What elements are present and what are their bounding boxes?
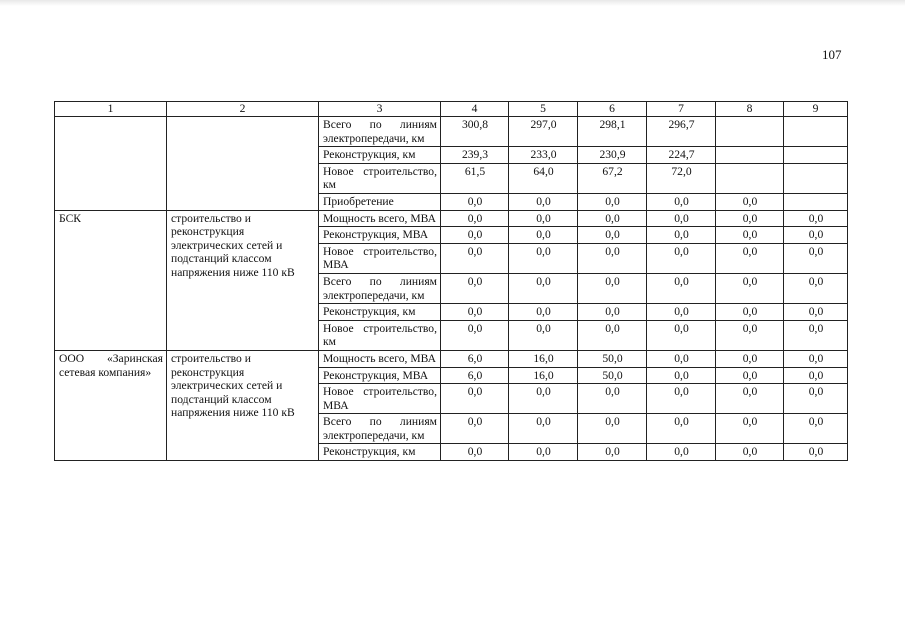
value-cell: 297,0 xyxy=(509,117,578,147)
table-row xyxy=(55,210,848,227)
value-cell: 0,0 xyxy=(578,243,647,273)
indicator-cell: Мощность всего, МВА xyxy=(319,350,441,367)
value-cell: 0,0 xyxy=(647,367,716,384)
value-cell: 50,0 xyxy=(578,350,647,367)
activity-cell: строительство и реконструкция электрических сетей и подстанций классом напряжения ниже 110 кВ xyxy=(167,350,319,460)
indicator-cell: Всего по линиям электропередачи, км xyxy=(319,414,441,444)
value-cell: 0,0 xyxy=(441,227,509,244)
indicator-cell: Новое строительство, МВА xyxy=(319,384,441,414)
header-cell: 6 xyxy=(578,102,647,117)
value-cell: 0,0 xyxy=(509,444,578,461)
value-cell: 0,0 xyxy=(647,304,716,321)
value-cell: 0,0 xyxy=(784,444,848,461)
value-cell xyxy=(716,117,784,147)
company-cell: ООО «Заринская сетевая компания» xyxy=(55,350,167,460)
header-row xyxy=(55,102,848,117)
value-cell: 296,7 xyxy=(647,117,716,147)
value-cell: 0,0 xyxy=(578,320,647,350)
value-cell: 0,0 xyxy=(647,227,716,244)
value-cell: 0,0 xyxy=(716,210,784,227)
value-cell: 64,0 xyxy=(509,163,578,193)
value-cell: 233,0 xyxy=(509,147,578,164)
value-cell: 0,0 xyxy=(578,384,647,414)
table-row xyxy=(55,350,848,367)
header-cell: 3 xyxy=(319,102,441,117)
indicator-cell: Реконструкция, МВА xyxy=(319,367,441,384)
value-cell: 0,0 xyxy=(441,193,509,210)
value-cell: 0,0 xyxy=(647,210,716,227)
value-cell: 0,0 xyxy=(716,414,784,444)
value-cell: 50,0 xyxy=(578,367,647,384)
value-cell: 0,0 xyxy=(441,304,509,321)
indicator-cell: Реконструкция, км xyxy=(319,304,441,321)
value-cell: 0,0 xyxy=(441,320,509,350)
header-cell: 8 xyxy=(716,102,784,117)
value-cell xyxy=(716,163,784,193)
value-cell: 230,9 xyxy=(578,147,647,164)
value-cell: 0,0 xyxy=(578,444,647,461)
value-cell: 0,0 xyxy=(716,367,784,384)
value-cell: 0,0 xyxy=(647,193,716,210)
value-cell: 0,0 xyxy=(716,320,784,350)
value-cell: 6,0 xyxy=(441,367,509,384)
value-cell xyxy=(716,147,784,164)
value-cell: 0,0 xyxy=(784,350,848,367)
value-cell: 0,0 xyxy=(784,320,848,350)
value-cell: 16,0 xyxy=(509,367,578,384)
value-cell: 224,7 xyxy=(647,147,716,164)
value-cell: 67,2 xyxy=(578,163,647,193)
header-cell: 1 xyxy=(55,102,167,117)
value-cell: 0,0 xyxy=(716,384,784,414)
value-cell: 0,0 xyxy=(716,444,784,461)
value-cell: 0,0 xyxy=(647,384,716,414)
value-cell: 0,0 xyxy=(784,227,848,244)
value-cell xyxy=(784,193,848,210)
value-cell: 0,0 xyxy=(578,414,647,444)
value-cell: 0,0 xyxy=(509,227,578,244)
value-cell: 0,0 xyxy=(441,384,509,414)
header-cell: 9 xyxy=(784,102,848,117)
value-cell: 0,0 xyxy=(509,304,578,321)
value-cell: 0,0 xyxy=(509,320,578,350)
value-cell: 0,0 xyxy=(441,210,509,227)
value-cell: 0,0 xyxy=(784,210,848,227)
indicator-cell: Новое строительство, МВА xyxy=(319,243,441,273)
value-cell: 0,0 xyxy=(441,273,509,303)
header-cell: 2 xyxy=(167,102,319,117)
value-cell: 0,0 xyxy=(441,414,509,444)
value-cell: 0,0 xyxy=(509,193,578,210)
value-cell: 61,5 xyxy=(441,163,509,193)
value-cell: 0,0 xyxy=(509,273,578,303)
value-cell: 6,0 xyxy=(441,350,509,367)
value-cell: 0,0 xyxy=(578,304,647,321)
scan-edge xyxy=(0,0,905,6)
value-cell: 0,0 xyxy=(716,243,784,273)
page-number: 107 xyxy=(822,47,842,62)
header-cell: 4 xyxy=(441,102,509,117)
value-cell: 0,0 xyxy=(441,243,509,273)
table-row xyxy=(55,117,848,147)
indicator-cell: Реконструкция, км xyxy=(319,444,441,461)
indicator-cell: Всего по линиям электропередачи, км xyxy=(319,117,441,147)
value-cell: 0,0 xyxy=(716,193,784,210)
value-cell: 0,0 xyxy=(578,227,647,244)
activity-cell xyxy=(167,117,319,211)
indicator-cell: Новое строительство, км xyxy=(319,320,441,350)
value-cell xyxy=(784,147,848,164)
value-cell: 0,0 xyxy=(647,320,716,350)
value-cell xyxy=(784,117,848,147)
indicator-cell: Мощность всего, МВА xyxy=(319,210,441,227)
value-cell: 0,0 xyxy=(716,350,784,367)
indicator-cell: Реконструкция, км xyxy=(319,147,441,164)
value-cell: 0,0 xyxy=(784,243,848,273)
value-cell: 0,0 xyxy=(784,273,848,303)
value-cell: 0,0 xyxy=(647,444,716,461)
indicator-cell: Всего по линиям электропередачи, км xyxy=(319,273,441,303)
value-cell: 0,0 xyxy=(441,444,509,461)
value-cell: 0,0 xyxy=(509,243,578,273)
activity-cell: строительство и реконструкция электрических сетей и подстанций классом напряжения ниже 110 кВ xyxy=(167,210,319,350)
header-cell: 7 xyxy=(647,102,716,117)
value-cell: 0,0 xyxy=(716,227,784,244)
value-cell: 16,0 xyxy=(509,350,578,367)
value-cell: 0,0 xyxy=(578,210,647,227)
value-cell: 0,0 xyxy=(647,414,716,444)
value-cell: 0,0 xyxy=(784,367,848,384)
value-cell: 0,0 xyxy=(578,193,647,210)
value-cell: 300,8 xyxy=(441,117,509,147)
header-cell: 5 xyxy=(509,102,578,117)
value-cell xyxy=(784,163,848,193)
value-cell: 0,0 xyxy=(647,243,716,273)
value-cell: 0,0 xyxy=(647,273,716,303)
value-cell: 0,0 xyxy=(509,414,578,444)
indicator-cell: Реконструкция, МВА xyxy=(319,227,441,244)
data-table xyxy=(54,101,848,461)
value-cell: 239,3 xyxy=(441,147,509,164)
value-cell: 0,0 xyxy=(784,414,848,444)
value-cell: 0,0 xyxy=(784,304,848,321)
value-cell: 0,0 xyxy=(509,384,578,414)
value-cell: 0,0 xyxy=(716,304,784,321)
indicator-cell: Новое строительство, км xyxy=(319,163,441,193)
value-cell: 0,0 xyxy=(716,273,784,303)
value-cell: 0,0 xyxy=(509,210,578,227)
company-cell xyxy=(55,117,167,211)
value-cell: 72,0 xyxy=(647,163,716,193)
value-cell: 0,0 xyxy=(784,384,848,414)
company-cell: БСК xyxy=(55,210,167,350)
indicator-cell: Приобретение xyxy=(319,193,441,210)
value-cell: 0,0 xyxy=(647,350,716,367)
value-cell: 298,1 xyxy=(578,117,647,147)
value-cell: 0,0 xyxy=(578,273,647,303)
